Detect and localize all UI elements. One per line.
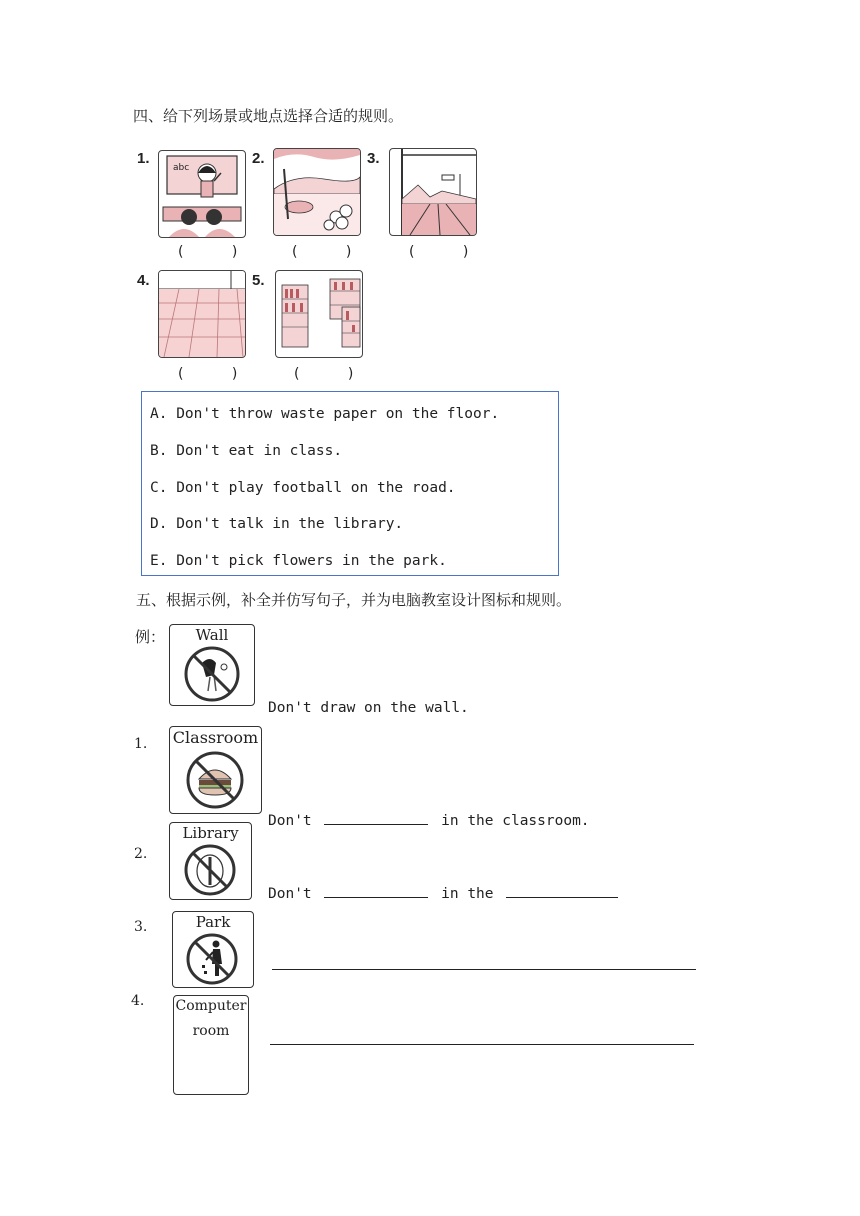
rule-c: C. Don't play football on the road. xyxy=(150,480,456,496)
sign-computer-room-title-1: Computer xyxy=(175,998,247,1014)
rule-d: D. Don't talk in the library. xyxy=(150,516,404,532)
rule-b: B. Don't eat in class. xyxy=(150,443,343,459)
sign-classroom-title: Classroom xyxy=(172,728,259,747)
blackboard-text: abc xyxy=(173,163,190,173)
rule-a: A. Don't throw waste paper on the floor. xyxy=(150,406,500,422)
no-eating-icon xyxy=(184,749,246,811)
item-3-answer-line[interactable] xyxy=(272,969,696,970)
picture-road xyxy=(389,148,477,236)
picture-2-answer-blank[interactable]: ( ) xyxy=(292,244,374,260)
item-1-dont: Don't xyxy=(268,813,312,829)
item-1-sentence xyxy=(268,810,590,829)
rules-box xyxy=(141,391,559,576)
item-2-blank-1[interactable] xyxy=(324,883,428,898)
item-4-answer-line[interactable] xyxy=(270,1044,694,1045)
item-1-tail: in the classroom. xyxy=(441,813,590,829)
sign-library xyxy=(169,822,252,900)
picture-5-answer-blank[interactable]: ( ) xyxy=(294,366,376,382)
section4-title: 四、给下列场景或地点选择合适的规则。 xyxy=(133,107,404,125)
picture-4-number: 4. xyxy=(137,272,150,289)
example-label: 例： xyxy=(135,628,166,646)
item-1-number: 1. xyxy=(134,736,148,752)
sign-classroom xyxy=(169,726,262,814)
picture-classroom xyxy=(158,150,246,238)
picture-1-answer-blank[interactable]: ( ) xyxy=(178,244,260,260)
rule-e: E. Don't pick flowers in the park. xyxy=(150,553,447,569)
sign-wall xyxy=(169,624,255,706)
picture-park xyxy=(273,148,361,236)
sign-computer-room-title-2: room xyxy=(192,1023,230,1039)
sign-wall-title: Wall xyxy=(195,626,229,644)
example-sentence: Don't draw on the wall. xyxy=(268,700,469,716)
section5-title: 五、根据示例，补全并仿写句子，并为电脑教室设计图标和规则。 xyxy=(136,591,572,609)
sign-park-title: Park xyxy=(195,913,231,931)
no-drawing-icon xyxy=(180,645,244,703)
picture-1-number: 1. xyxy=(137,150,150,167)
sign-library-title: Library xyxy=(182,824,239,842)
no-talking-icon xyxy=(182,843,238,897)
picture-3-answer-blank[interactable]: ( ) xyxy=(409,244,491,260)
sign-computer-room xyxy=(173,995,249,1095)
item-2-sentence xyxy=(268,883,618,902)
picture-5-number: 5. xyxy=(252,272,265,289)
picture-2-number: 2. xyxy=(252,150,265,167)
no-littering-icon xyxy=(184,932,240,986)
item-2-blank-2[interactable] xyxy=(506,883,618,898)
picture-floor xyxy=(158,270,246,358)
picture-3-number: 3. xyxy=(367,150,380,167)
picture-library xyxy=(275,270,363,358)
sign-park xyxy=(172,911,254,988)
picture-4-answer-blank[interactable]: ( ) xyxy=(178,366,260,382)
item-2-dont: Don't xyxy=(268,886,312,902)
item-4-number: 4. xyxy=(131,993,145,1009)
item-2-number: 2. xyxy=(134,846,148,862)
item-3-number: 3. xyxy=(134,919,148,935)
item-1-blank[interactable] xyxy=(324,810,428,825)
item-2-tail: in the xyxy=(441,886,494,902)
